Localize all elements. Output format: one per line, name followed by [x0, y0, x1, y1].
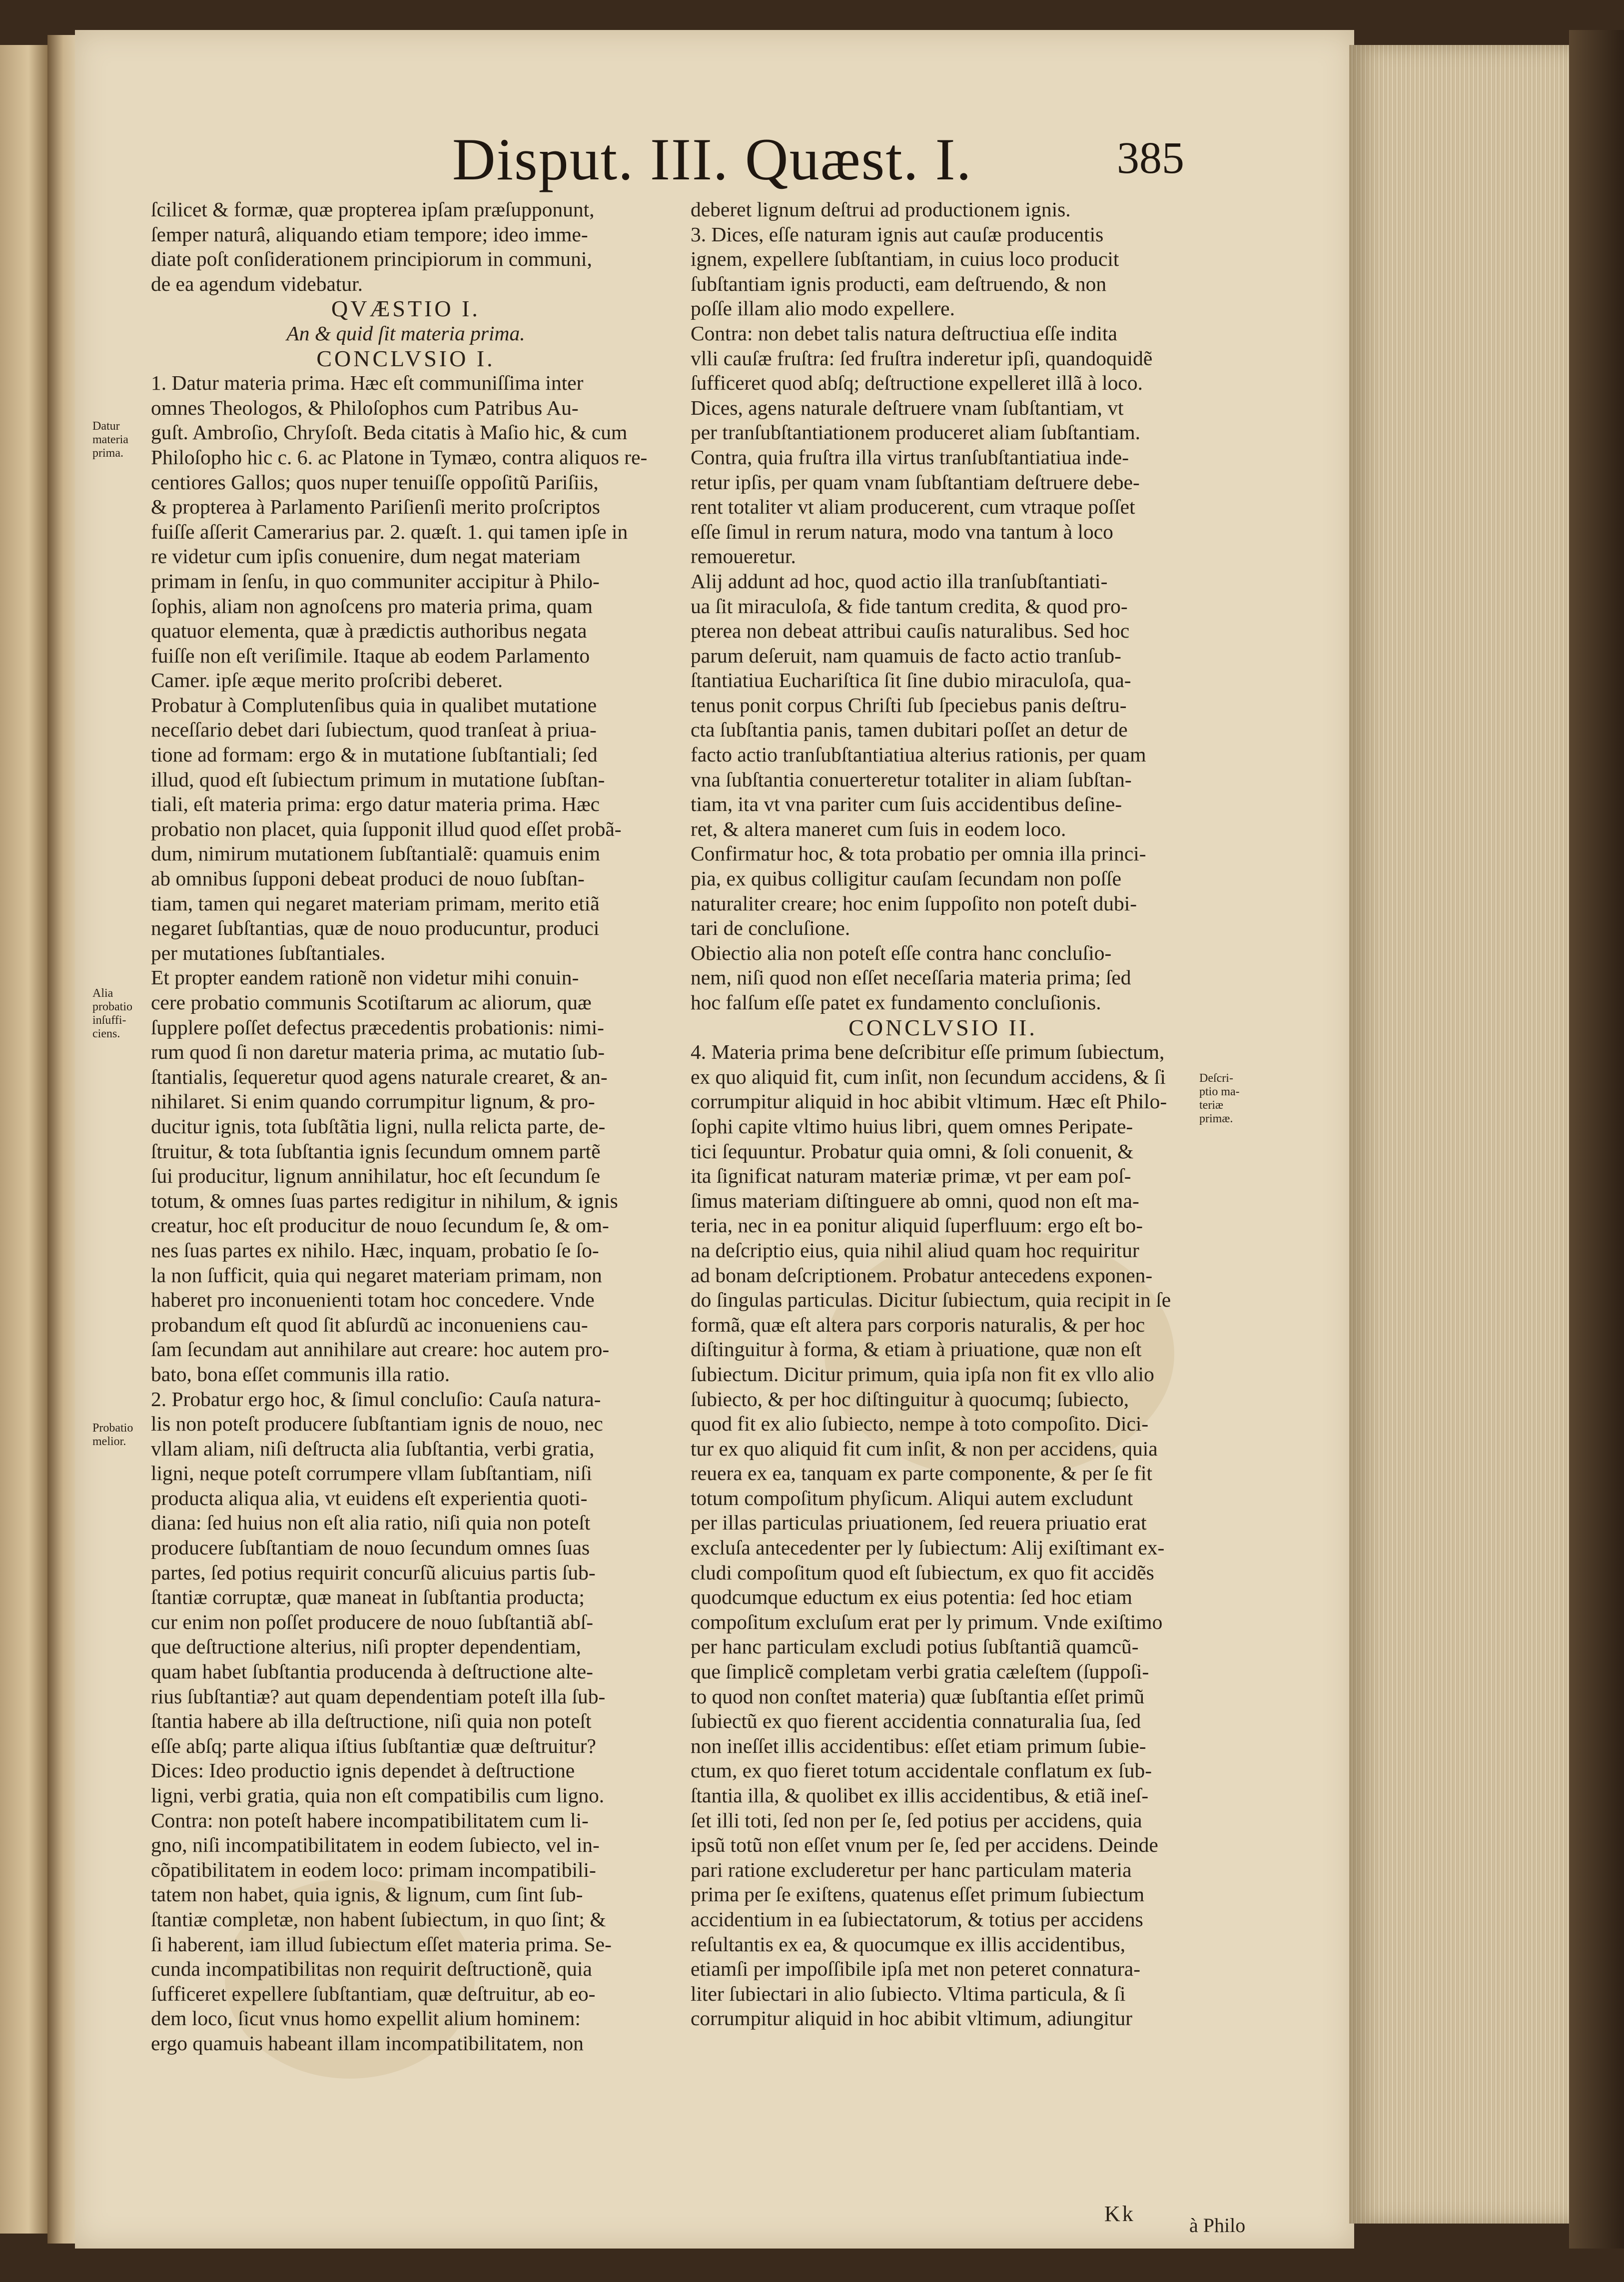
text-line: que deſtructione alterius, niſi propter dependentiam, — [151, 1635, 581, 1658]
text-line: & propterea à Parlamento Pariſienſi merito proſcriptos — [151, 495, 600, 519]
text-line: 2. Probatur ergo hoc, & ſimul concluſio: Cauſa natura- — [151, 1387, 601, 1411]
text-line: vlli cauſæ fruſtra: ſed fruſtra inderetur ipſi, quandoquidẽ — [691, 346, 1153, 370]
text-line: Contra: non poteſt habere incompatibilitatem cum li- — [151, 1808, 589, 1832]
text-line: ſtruitur, & tota ſubſtantia ignis ſecundum omnem partẽ — [151, 1139, 601, 1163]
text-line: omnes Theologos, & Philoſophos cum Patribus Au- — [151, 396, 579, 419]
margin-note — [1199, 1072, 1244, 1126]
margin-note-line: inſuffi- — [92, 1014, 126, 1027]
text-line: ligni, neque poteſt corrumpere vllam ſubſtantiam, niſi — [151, 1462, 592, 1485]
text-line: ita ſignificat naturam materiæ primæ, vt per eam poſ- — [691, 1164, 1131, 1188]
text-line: cõpatibilitatem in eodem loco: primam incompatibili- — [151, 1858, 596, 1881]
catchword: à Philo — [1189, 2214, 1246, 2237]
text-line: 3. Dices, eſſe naturam ignis aut cauſæ producentis — [691, 222, 1104, 246]
text-line: reuera ex ea, tanquam ex parte componente, & per ſe fit — [691, 1462, 1153, 1485]
text-line: ſubſtantiam ignis producti, eam deſtruendo, & non — [691, 272, 1107, 295]
text-line: to quod non conſtet materia) quæ ſubſtantia eſſet primũ — [691, 1684, 1145, 1708]
text-line: ab omnibus ſupponi debeat produci de nouo ſubſtan- — [151, 867, 585, 890]
text-line: cur enim non poſſet producere de nouo ſubſtantiã abſ- — [151, 1610, 594, 1633]
text-line: diate poſt conſiderationem principiorum in communi, — [151, 247, 592, 271]
previous-page-edge — [0, 45, 47, 2234]
text-line: quodcumque eductum ex eius potentia: ſed hoc etiam — [691, 1585, 1132, 1609]
text-line: ignem, expellere ſubſtantiam, in cuius loco producit — [691, 247, 1119, 271]
text-line: ret, & altera maneret cum ſuis in eodem loco. — [691, 817, 1066, 840]
margin-note-line: melior. — [92, 1435, 126, 1448]
margin-note — [92, 1422, 142, 1449]
text-line: haberet pro inconuenienti totam hoc concedere. Vnde — [151, 1288, 595, 1312]
text-line: totum, & omnes ſuas partes redigitur in nihilum, & ignis — [151, 1189, 618, 1212]
text-line: ſam ſecundam aut annihilare aut creare: hoc autem pro- — [151, 1338, 610, 1361]
text-line: retur ipſis, per quam vnam ſubſtantiam deſtruere debe- — [691, 470, 1140, 494]
text-line: corrumpitur aliquid in hoc abibit vltimum, adiungitur — [691, 2007, 1133, 2030]
text-line: remoueretur. — [691, 545, 796, 568]
text-line: producta aliqua alia, vt euidens eſt experientia quoti- — [151, 1486, 588, 1510]
text-line: formã, quæ eſt altera pars corporis naturalis, & per hoc — [691, 1313, 1145, 1336]
text-line: tur ex quo aliquid fit cum inſit, & non per accidens, quia — [691, 1437, 1158, 1460]
text-line: tari de concluſione. — [691, 916, 850, 940]
text-line: ſtantiatiua Euchariſtica ſit ſine dubio miraculoſa, qua- — [691, 669, 1131, 692]
text-line: ſi haberent, iam illud ſubiectum eſſet materia prima. Se- — [151, 1932, 612, 1956]
text-line: ſupplere poſſet defectus præcedentis probationis: nimi- — [151, 1015, 605, 1039]
text-line: tici ſequuntur. Probatur quia omni, & ſoli conuenit, & — [691, 1139, 1134, 1163]
text-line: ducitur ignis, tota ſubſtãtia ligni, nulla relicta parte, de- — [151, 1114, 606, 1138]
text-line: la non ſufficit, quia qui negaret materiam primam, non — [151, 1263, 602, 1287]
text-line: vna ſubſtantia conuerteretur totaliter in aliam ſubſtan- — [691, 767, 1132, 791]
text-line: tatem non habet, quia ignis, & lignum, cum ſint ſub- — [151, 1883, 583, 1906]
text-line: cere probatio communis Scotiſtarum ac aliorum, quæ — [151, 991, 592, 1014]
text-line: tiam, ita vt vna pariter cum ſuis accidentibus deſine- — [691, 792, 1122, 816]
text-line: na deſcriptio eius, quia nihil aliud quam hoc requiritur — [691, 1238, 1139, 1262]
text-line: partes, ſed potius requirit concurſũ alicuius partis ſub- — [151, 1560, 596, 1584]
text-line: ua ſit miraculoſa, & fide tantum credita, & quod pro- — [691, 594, 1128, 618]
margin-note-line: Probatio — [92, 1422, 133, 1435]
left-text-column — [151, 197, 661, 2056]
text-line: Dices, agens naturale deſtruere vnam ſubſtantiam, vt — [691, 396, 1124, 419]
text-line: dem loco, ſicut vnus homo expellit alium hominem: — [151, 2007, 581, 2030]
signature-mark: Kk — [1104, 2202, 1135, 2226]
margin-note-line: ptio ma- — [1199, 1085, 1240, 1098]
text-line: accidentium in ea ſubiectatorum, & totius per accidens — [691, 1907, 1143, 1931]
text-line: quam habet ſubſtantia producenda à deſtructione alte- — [151, 1660, 593, 1683]
text-line: quatuor elementa, quæ à prædictis authoribus negata — [151, 619, 587, 643]
text-line: totum compoſitum phyſicum. Aliqui autem excludunt — [691, 1486, 1133, 1510]
text-line: reſultantis ex ea, & quocumque ex illis accidentibus, — [691, 1932, 1126, 1956]
text-line: An & quid ſit materia prima. — [286, 321, 525, 345]
text-line: Philoſopho hic c. 6. ac Platone in Tymæo, contra aliquos re- — [151, 445, 648, 469]
text-line: Et propter eandem rationẽ non videtur mihi conuin- — [151, 966, 579, 989]
text-line: eſſe abſq; parte aliqua iſtius ſubſtantiæ quæ deſtruitur? — [151, 1734, 596, 1757]
text-line: Contra, quia fruſtra illa virtus tranſubſtantiatiua inde- — [691, 445, 1129, 469]
margin-note-line: Alia — [92, 987, 113, 1000]
text-line: producere ſubſtantiam de nouo ſecundum omnes ſuas — [151, 1536, 590, 1559]
text-line: per mutationes ſubſtantiales. — [151, 941, 386, 964]
text-line: poſſe illam alio modo expellere. — [691, 297, 955, 320]
text-line: ſtantia illa, & quolibet ex illis accidentibus, & etiã ineſ- — [691, 1784, 1149, 1807]
text-line: etiamſi per impoſſibile ipſa met non peteret connatura- — [691, 1957, 1141, 1981]
text-line: ſet illi toti, ſed non per ſe, ſed potius per accidens, quia — [691, 1808, 1142, 1832]
text-line: rum quod ſi non daretur materia prima, ac mutatio ſub- — [151, 1040, 605, 1064]
text-line: illud, quod eſt ſubiectum primum in mutatione ſubſtan- — [151, 767, 605, 791]
page-number: 385 — [1117, 133, 1184, 183]
text-line: cludi compoſitum quod eſt ſubiectum, ex quo fit accidẽs — [691, 1560, 1154, 1584]
text-line: dum, nimirum mutationem ſubſtantialẽ: quamuis enim — [151, 842, 601, 865]
text-line: tione ad formam: ergo & in mutatione ſubſtantiali; ſed — [151, 743, 598, 766]
text-line: ſubiectũ ex quo fierent accidentia connaturalia ſua, ſed — [691, 1709, 1141, 1733]
text-line: ſtantia habere ab illa deſtructione, niſi quia non poteſt — [151, 1709, 592, 1733]
text-line: hoc falſum eſſe patet ex fundamento concluſionis. — [691, 991, 1101, 1014]
text-line: Probatur à Complutenſibus quia in qualibet mutatione — [151, 693, 597, 717]
text-line: primam in ſenſu, in quo communiter accipitur à Philo- — [151, 569, 600, 593]
text-line: ſubiectum. Dicitur primum, quia ipſa non fit ex vllo alio — [691, 1362, 1154, 1386]
text-line: CONCLVSIO I. — [316, 345, 495, 371]
text-line: creatur, hoc eſt producitur de nouo ſecundum ſe, & om- — [151, 1214, 609, 1237]
text-line: per illas particulas priuationem, ſed reuera priuatio erat — [691, 1511, 1147, 1534]
text-line: ctum, ex quo fieret totum accidentale conflatum ex ſub- — [691, 1759, 1152, 1782]
margin-note-line: Datur — [92, 420, 120, 433]
text-line: Obiectio alia non poteſt eſſe contra hanc concluſio- — [691, 941, 1112, 964]
text-line: pterea non debeat attribui cauſis naturalibus. Sed hoc — [691, 619, 1130, 643]
text-line: Dices: Ideo productio ignis dependet à deſtructione — [151, 1759, 575, 1782]
text-line: ſimus materiam diſtinguere ab omni, quod non eſt ma- — [691, 1189, 1139, 1212]
text-line: corrumpitur aliquid in hoc abibit vltimum. Hæc eſt Philo- — [691, 1090, 1167, 1113]
text-line: diana: ſed huius non eſt alia ratio, niſi quia non poteſt — [151, 1511, 591, 1534]
text-line: vllam aliam, niſi deſtructa alia ſubſtantia, verbi gratia, — [151, 1437, 595, 1460]
text-line: lis non poteſt producere ſubſtantiam ignis de nouo, nec — [151, 1412, 603, 1436]
text-line: ſubiecto, & per hoc diſtinguitur à quocumq; ſubiecto, — [691, 1387, 1129, 1411]
text-line: nem, niſi quod non eſſet neceſſaria materia prima; ſed — [691, 966, 1131, 989]
text-line: 1. Datur materia prima. Hæc eſt communiſſima inter — [151, 371, 584, 395]
text-line: naturaliter creare; hoc enim ſuppoſito non poteſt dubi- — [691, 891, 1137, 915]
text-line: ſufficeret expellere ſubſtantiam, quæ deſtruitur, ab eo- — [151, 1982, 596, 2005]
text-line: que ſimplicẽ completam verbi gratia cæleſtem (ſuppoſi- — [691, 1660, 1149, 1683]
text-line: nihilaret. Si enim quando corrumpitur lignum, & pro- — [151, 1090, 595, 1113]
text-line: ex quo aliquid fit, cum inſit, non ſecundum accidens, & ſi — [691, 1065, 1166, 1088]
running-title: Disput. III. Quæst. I. — [452, 126, 972, 192]
text-line: tiam, tamen qui negaret materiam primam, merito etiã — [151, 891, 600, 915]
text-line: neceſſario debet dari ſubiectum, quod tranſeat à priua- — [151, 718, 597, 742]
text-line: nes ſuas partes ex nihilo. Hæc, inquam, probatio ſe ſo- — [151, 1238, 599, 1262]
margin-note — [92, 420, 142, 460]
text-line: de ea agendum videbatur. — [151, 272, 363, 295]
running-head — [0, 125, 1624, 190]
text-line: facto actio tranſubſtantiatiua alterius rationis, per quam — [691, 743, 1146, 766]
text-line: ſcilicet & formæ, quæ propterea ipſam præſupponunt, — [151, 198, 595, 221]
text-line: ſophi capite vltimo huius libri, quem omnes Peripate- — [691, 1114, 1133, 1138]
text-line: QVÆSTIO I. — [331, 296, 480, 322]
text-line: centiores Gallos; quos nuper tenuiſſe oppoſitũ Pariſiis, — [151, 470, 599, 494]
text-line: negaret ſubſtantias, quæ de nouo producuntur, produci — [151, 916, 600, 940]
text-line: parum deſeruit, nam quamuis de facto actio tranſub- — [691, 644, 1121, 667]
book-cover-edge — [1569, 30, 1624, 2249]
text-line: cunda incompatibilitas non requirit deſtructionẽ, quia — [151, 1957, 592, 1981]
text-line: Contra: non debet talis natura deſtructiua eſſe indita — [691, 321, 1117, 345]
text-line: diſtinguitur à forma, & etiam à priuatione, quæ non eſt — [691, 1338, 1142, 1361]
text-line: fuiſſe non eſt veriſimile. Itaque ab eodem Parlamento — [151, 644, 590, 667]
margin-note-line: prima. — [92, 447, 123, 460]
text-line: do ſingulas particulas. Dicitur ſubiectum, quia recipit in ſe — [691, 1288, 1171, 1312]
text-line: per tranſubſtantiationem produceret aliam ſubſtantiam. — [691, 421, 1141, 444]
text-line: Camer. ipſe æque merito proſcribi deberet. — [151, 669, 503, 692]
text-line: eſſe ſimul in rerum natura, modo vna tantum à loco — [691, 520, 1113, 543]
text-line: Alij addunt ad hoc, quod actio illa tranſubſtantiati- — [691, 569, 1108, 593]
text-line: per hanc particulam excludi potius ſubſtantiã quamcũ- — [691, 1635, 1139, 1658]
right-text-column — [691, 197, 1195, 2031]
text-line: teria, nec in ea ponitur aliquid ſuperfluum: ergo eſt bo- — [691, 1214, 1143, 1237]
margin-note-line: probatio — [92, 1000, 132, 1013]
text-line: deberet lignum deſtrui ad productionem ignis. — [691, 198, 1071, 221]
text-line: rius ſubſtantiæ? aut quam dependentiam poteſt illa ſub- — [151, 1684, 606, 1708]
text-line: quod fit ex alio ſubiecto, nempe à toto compoſito. Dici- — [691, 1412, 1149, 1436]
text-line: fuiſſe aſſerit Camerarius par. 2. quæſt. 1. qui tamen ipſe in — [151, 520, 628, 543]
text-line: bato, bona eſſet communis illa ratio. — [151, 1362, 450, 1386]
text-line: probandum eſt quod ſit abſurdũ ac inconueniens cau- — [151, 1313, 588, 1336]
text-line: pari ratione excluderetur per hanc particulam materia — [691, 1858, 1132, 1881]
text-line: liter ſubiectari in alio ſubiecto. Vltima particula, & ſi — [691, 1982, 1126, 2005]
text-line: ſtantiæ corruptæ, quæ maneat in ſubſtantia producta; — [151, 1585, 585, 1609]
text-line: non ineſſet illis accidentibus: eſſet etiam primum ſubie- — [691, 1734, 1146, 1757]
text-line: cta ſubſtantia panis, tamen dubitari poſſet an detur de — [691, 718, 1128, 742]
text-line: CONCLVSIO II. — [848, 1014, 1037, 1040]
text-line: ſtantiæ completæ, non habent ſubiectum, in quo ſint; & — [151, 1907, 606, 1931]
text-line: ad bonam deſcriptionem. Probatur antecedens exponen- — [691, 1263, 1153, 1287]
text-line: compoſitum excluſum erat per ly primum. Vnde exiſtimo — [691, 1610, 1163, 1633]
text-line: tenus ponit corpus Chriſti ſub ſpeciebus panis deſtru- — [691, 693, 1127, 717]
margin-note — [92, 987, 142, 1041]
margin-note-line: teriæ — [1199, 1099, 1223, 1112]
text-line: pia, ex quibus colligitur cauſam ſecundam non poſſe — [691, 867, 1122, 890]
text-line: tiali, eſt materia prima: ergo datur materia prima. Hæc — [151, 792, 600, 816]
margin-note-line: materia — [92, 433, 128, 446]
margin-note-line: ciens. — [92, 1027, 120, 1040]
page-block-edges — [1349, 45, 1569, 2224]
text-line: re videtur cum ipſis conuenire, dum negat materiam — [151, 545, 581, 568]
text-line: ſemper naturâ, aliquando etiam tempore; ideo imme- — [151, 222, 588, 246]
text-line: ipsũ totũ non eſſet vnum per ſe, ſed per accidens. Deinde — [691, 1833, 1158, 1857]
text-line: ſtantialis, ſequeretur quod agens naturale crearet, & an- — [151, 1065, 608, 1088]
text-line: rent totaliter vt aliam producerent, cum vtraque poſſet — [691, 495, 1135, 519]
text-line: Confirmatur hoc, & tota probatio per omnia illa princi- — [691, 842, 1146, 865]
text-line: ſufficeret quod abſq; deſtructione expelleret illã à loco. — [691, 371, 1143, 395]
text-line: ligni, verbi gratia, quia non eſt compatibilis cum ligno. — [151, 1784, 605, 1807]
text-line: ergo quamuis habeant illam incompatibilitatem, non — [151, 2031, 584, 2055]
text-line: ſophis, aliam non agnoſcens pro materia prima, quam — [151, 594, 593, 618]
text-line: gno, niſi incompatibilitatem in eodem ſubiecto, vel in- — [151, 1833, 600, 1857]
text-line: 4. Materia prima bene deſcribitur eſſe primum ſubiectum, — [691, 1040, 1165, 1064]
text-line: guſt. Ambroſio, Chryſoſt. Beda citatis à Maſio hic, & cum — [151, 421, 628, 444]
margin-note-line: primæ. — [1199, 1112, 1233, 1125]
text-line: excluſa antecedenter per ly ſubiectum: Alij exiſtimant ex- — [691, 1536, 1165, 1559]
text-line: ſui producitur, lignum annihilatur, hoc eſt ſecundum ſe — [151, 1164, 601, 1188]
text-line: probatio non placet, quia ſupponit illud quod eſſet probã- — [151, 817, 622, 840]
margin-note-line: Deſcri- — [1199, 1072, 1233, 1085]
text-line: prima per ſe exiſtens, quatenus eſſet primum ſubiectum — [691, 1883, 1145, 1906]
